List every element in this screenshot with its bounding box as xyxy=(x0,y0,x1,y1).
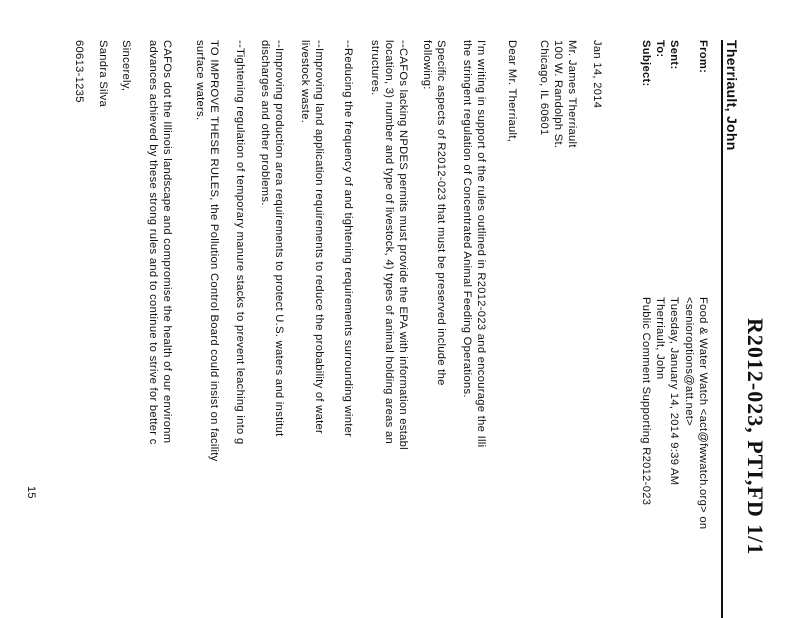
address-line-1: Mr. James Therriault xyxy=(566,40,578,148)
sent-value: Tuesday, January 14, 2014 9:39 AM xyxy=(668,297,680,486)
intro-line-2: the stringent regulation of Concentrated Animal Feeding Operations. xyxy=(461,40,473,398)
bullet-1-line-3: structures. xyxy=(369,40,381,96)
sender-name-heading: Therriault, John xyxy=(724,40,740,151)
letter-date: Jan 14, 2014 xyxy=(591,40,603,109)
bullet-4-line-2: discharges and other problems. xyxy=(259,40,271,206)
sent-label: Sent: xyxy=(668,40,680,70)
address-line-3: Chicago, IL 60601 xyxy=(538,40,550,136)
closing-line-1: CAFOs dot the Illinois landscape and compromise the health of our environm xyxy=(161,40,173,444)
salutation: Dear Mr. Therriault, xyxy=(506,40,518,143)
aspects-line-2: following: xyxy=(421,40,433,90)
closing-line-2: advances achieved by these strong rules and to continue to strive for better c xyxy=(147,40,159,445)
page-number: 15 xyxy=(25,486,37,499)
aspects-line-1: Specific aspects of R2012-023 that must be preserved include the xyxy=(435,40,447,386)
docket-stamp: R2012-023, PTI,FD 1/1 xyxy=(743,318,768,556)
signature-zip: 60613-1235 xyxy=(73,40,85,103)
signature-name: Sandra Silva xyxy=(97,40,109,108)
bullet-1-line-1: --CAFOs lacking NPDES permits must provide the EPA with information establ xyxy=(397,40,409,450)
from-value: Food & Water Watch <act@fwwatch.org> on xyxy=(697,297,709,530)
subject-label: Subject: xyxy=(640,40,652,87)
to-label: To: xyxy=(654,40,666,58)
bullet-3-line-1: --Improving land application requirements to reduce the probability of water xyxy=(313,40,325,435)
header-divider-rule xyxy=(721,40,723,618)
signature-closing: Sincerely, xyxy=(120,40,132,92)
from-label: From: xyxy=(697,40,709,74)
improve-line-1: TO IMPROVE THESE RULES, the Pollution Control Board could insist on facility xyxy=(208,40,220,462)
bullet-2-line-1: --Reducing the frequency of and tightening requirements surrounding winter xyxy=(342,40,354,438)
bullet-4-line-1: --Improving production area requirements to protect U.S. waters and institut xyxy=(273,40,285,437)
address-line-2: 100 W. Randolph St. xyxy=(552,40,564,149)
bullet-1-line-2: location, 3) number and type of livestock, 4) types of animal holding areas an xyxy=(383,40,395,444)
bullet-5-line-1: --Tightening regulation of temporary manure stacks to prevent leaching into g xyxy=(234,40,246,445)
intro-line-1: I'm writing in support of the rules outlined in R2012-023 and encourage the Illi xyxy=(475,40,487,448)
subject-value: Public Comment Supporting R2012-023 xyxy=(640,297,652,506)
bullet-3-line-2: livestock waste. xyxy=(299,40,311,124)
to-value: Therriault, John xyxy=(654,297,666,380)
from-email: <senioroptions@att.net> xyxy=(683,297,695,426)
improve-line-2: surface waters. xyxy=(194,40,206,121)
